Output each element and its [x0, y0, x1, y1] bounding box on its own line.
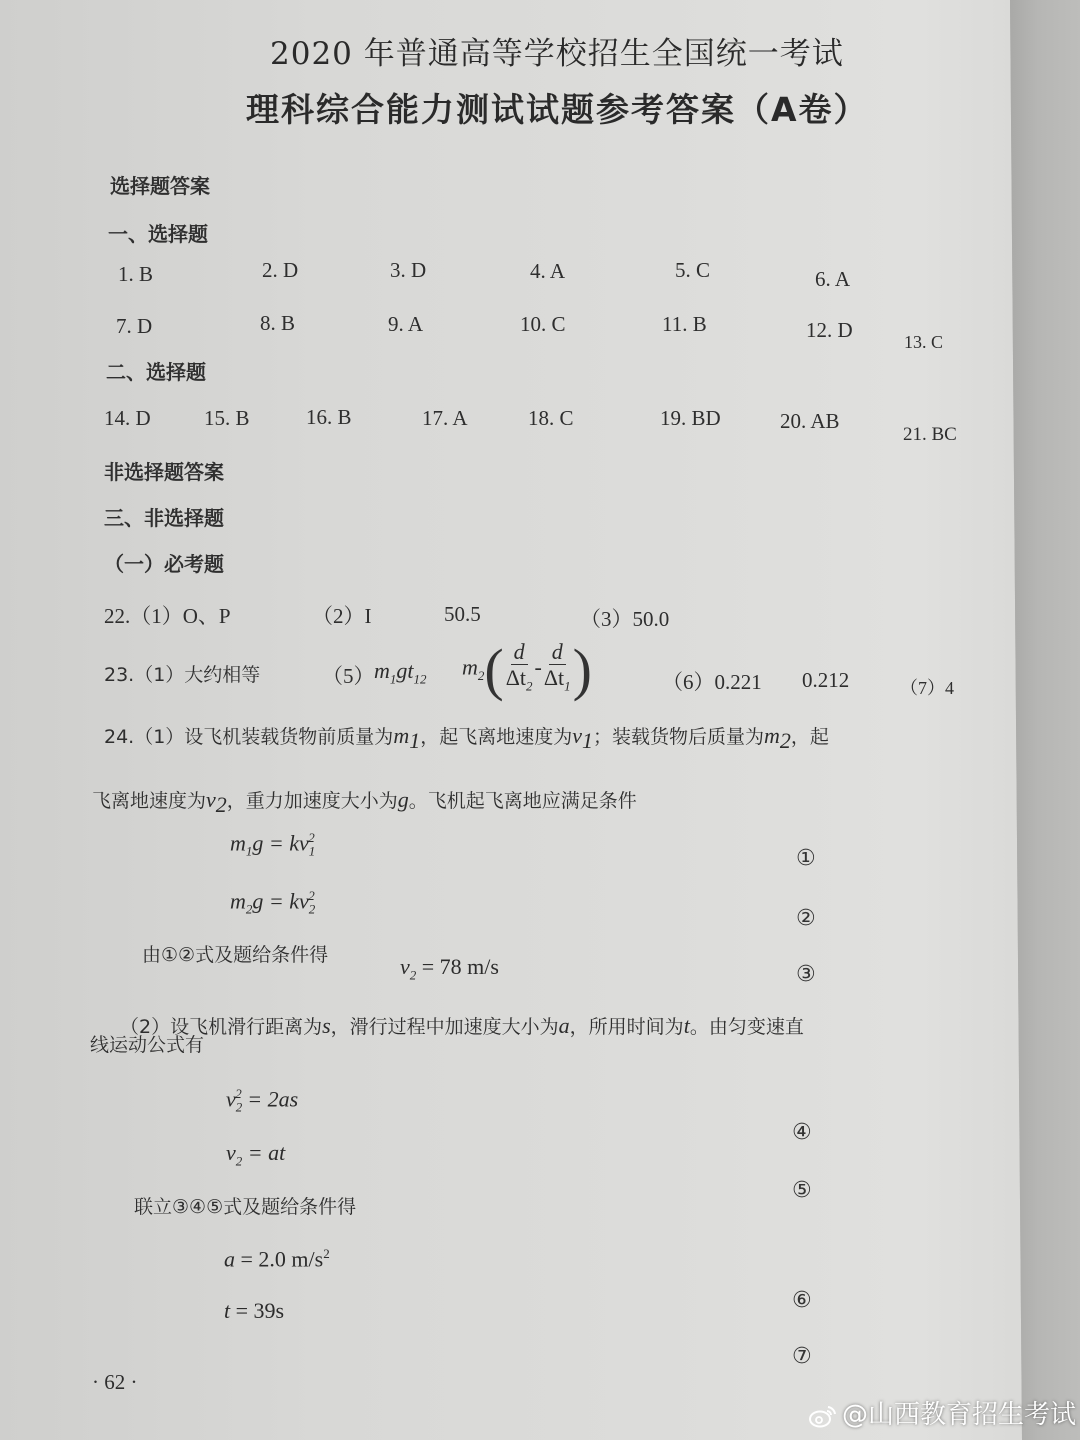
equation-1: $m_1g = kv_1^2$	[230, 830, 316, 859]
equation-marker-4: ④	[792, 1120, 812, 1145]
q24-intro-line1: 24.（1）设飞机装载货物前质量为$m_1$，起飞离地速度为$v_1$；装载货物后质量为$m_2$，起	[104, 723, 829, 753]
q22-part2: （2）I	[312, 604, 372, 628]
answer-item: 20. AB	[780, 409, 840, 433]
equation-marker-7: ⑦	[792, 1344, 812, 1369]
answer-item: 3. D	[390, 258, 427, 282]
q22-part1: 22.（1）O、P	[104, 604, 231, 628]
equation-4: $v_2^2 = 2as$	[226, 1086, 299, 1115]
answer-item: 2. D	[262, 258, 299, 282]
watermark-text: @山西教育招生考试	[842, 1400, 1077, 1430]
answer-item: 13. C	[904, 332, 944, 352]
weibo-watermark	[808, 1394, 1076, 1431]
answer-item: 6. A	[815, 267, 851, 291]
answer-item: 17. A	[422, 406, 468, 430]
page-number: · 62 ·	[92, 1370, 138, 1394]
document-title: 2020 年普通高等学校招生全国统一考试	[270, 36, 844, 72]
equation-marker-3: ③	[796, 962, 816, 987]
answer-item: 1. B	[118, 262, 154, 286]
equation-marker-2: ②	[796, 906, 816, 931]
equation-marker-6: ⑥	[792, 1288, 812, 1313]
derivation-text-1: 由①②式及题给条件得	[142, 944, 329, 966]
answer-item: 21. BC	[903, 424, 957, 445]
free-section-heading: 非选择题答案	[104, 460, 224, 484]
q24-part2-line2: 线运动公式有	[90, 1034, 205, 1056]
q24-intro-line2: 飞离地速度为$v_2$，重力加速度大小为g。飞机起飞离地应满足条件	[92, 787, 637, 817]
q23-part5-expr1: $m_1gt_{12}$	[374, 658, 427, 687]
part1-heading: 一、选择题	[108, 222, 208, 246]
part2-heading: 二、选择题	[106, 360, 206, 384]
answer-item: 18. C	[528, 406, 574, 430]
answer-item: 19. BD	[660, 406, 721, 430]
answer-item: 10. C	[520, 312, 566, 336]
q22-part3: （3）50.0	[580, 607, 670, 631]
equation-7: t = 39s	[224, 1298, 285, 1323]
equation-2: $m_2g = kv_2^2$	[230, 888, 316, 917]
answer-item: 12. D	[806, 318, 853, 342]
mc-section-heading: 选择题答案	[110, 174, 210, 198]
answer-item: 7. D	[116, 314, 153, 338]
answer-item: 9. A	[388, 312, 424, 336]
q23-part7: （7）4	[900, 678, 954, 698]
q23-part6: （6）0.221	[662, 670, 762, 694]
part3-heading: 三、非选择题	[104, 506, 224, 530]
q22-part2-value: 50.5	[444, 602, 481, 626]
answer-item: 15. B	[204, 406, 250, 430]
q23-part6-value2: 0.212	[802, 668, 850, 692]
answer-item: 4. A	[530, 259, 566, 283]
answer-item: 5. C	[675, 258, 711, 282]
answer-item: 14. D	[104, 406, 151, 430]
answer-item: 8. B	[260, 311, 296, 335]
equation-marker-5: ⑤	[792, 1178, 812, 1203]
q24-part2-line1: （2）设飞机滑行距离为s，滑行过程中加速度大小为a，所用时间为t。由匀变速直	[120, 1013, 804, 1038]
derivation-text-2: 联立③④⑤式及题给条件得	[134, 1196, 357, 1218]
answer-item: 16. B	[306, 405, 352, 429]
result-v2: $v_2 = 78$ m/s	[400, 954, 499, 983]
equation-5: $v_2$ = at	[226, 1140, 286, 1169]
equation-6: a = 2.0 $m/s^2$	[224, 1246, 330, 1272]
weibo-icon	[808, 1403, 838, 1429]
required-questions-heading: （一）必考题	[104, 552, 224, 576]
q23-part1: 23.（1）大约相等	[104, 664, 261, 686]
document-subtitle: 理科综合能力测试试题参考答案（A卷）	[246, 90, 869, 129]
q23-part5-label: （5）	[322, 664, 375, 688]
q23-part5-expr2: $m_2$( $\frac{d}{\Delta t_2}$ - $\frac{d}{\Delta t_1}$ )	[462, 637, 592, 702]
equation-marker-1: ①	[796, 846, 816, 871]
answer-item: 11. B	[662, 312, 707, 336]
page-edge-shadow	[1010, 0, 1080, 1440]
